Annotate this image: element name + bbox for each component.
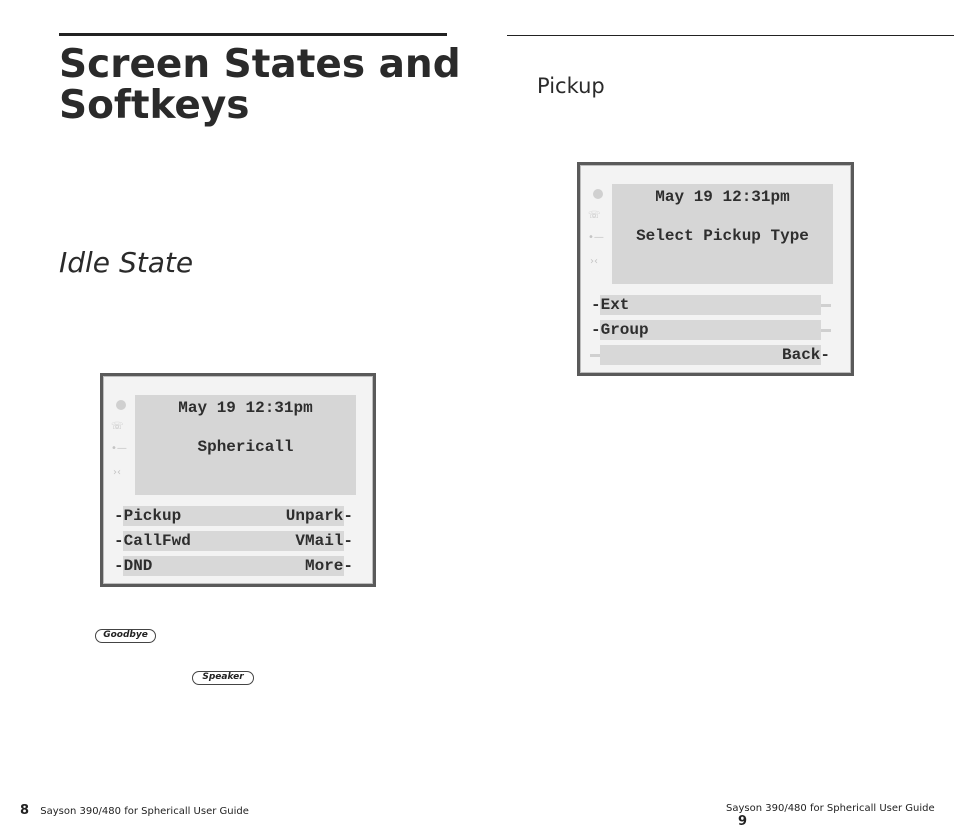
date-time-text: May 19 12:31pm [178, 399, 313, 417]
softkey-right-marker [821, 304, 831, 307]
pickup-display [577, 162, 854, 376]
right-page-number: 9 [738, 814, 748, 829]
softkey-more[interactable]: More- [304, 557, 353, 575]
speaker-key-button[interactable]: Speaker [192, 671, 254, 685]
status-dot-icon [116, 400, 126, 410]
softkey-row-1 [114, 506, 353, 526]
left-page-number: 8 [20, 803, 30, 818]
softkey-row-1 [591, 295, 821, 315]
softkey-back[interactable]: Back- [781, 346, 830, 364]
goodbye-key-button[interactable]: Goodbye [95, 629, 156, 643]
softkey-group[interactable]: -Group [591, 321, 649, 339]
handset-icon: ☏ [111, 421, 124, 432]
mute-icon: ›‹ [590, 256, 598, 267]
softkey-unpark[interactable]: Unpark- [285, 507, 353, 525]
page-title [59, 44, 461, 126]
softkey-vmail[interactable]: VMail- [295, 532, 353, 550]
softkey-left-marker [590, 354, 600, 357]
left-top-rule [59, 33, 447, 36]
softkey-callfwd[interactable]: -CallFwd [114, 532, 191, 550]
softkey-row-3 [114, 556, 353, 576]
pickup-screen [612, 184, 833, 284]
idle-screen [135, 395, 356, 495]
status-dot-icon [593, 189, 603, 199]
softkey-row-3 [600, 345, 830, 365]
handset-icon: ☏ [588, 210, 601, 221]
softkey-right-marker [821, 329, 831, 332]
softkey-ext[interactable]: -Ext [591, 296, 630, 314]
right-top-rule [507, 35, 954, 36]
idle-state-heading: Idle State [59, 246, 194, 279]
softkey-dnd[interactable]: -DND [114, 557, 153, 575]
left-guide-title: Sayson 390/480 for Sphericall User Guide [40, 806, 249, 817]
right-guide-title: Sayson 390/480 for Sphericall User Guide [726, 803, 935, 814]
pickup-heading: Pickup [537, 74, 605, 98]
right-footer [726, 803, 954, 829]
title-line-1: Screen States and [59, 42, 461, 87]
line-key-icon: •— [588, 232, 604, 243]
mute-icon: ›‹ [113, 467, 121, 478]
left-footer [20, 803, 249, 818]
softkey-row-2 [114, 531, 353, 551]
system-name-text: Sphericall [197, 438, 294, 456]
pickup-prompt-text: Select Pickup Type [636, 227, 809, 245]
title-line-2: Softkeys [59, 83, 250, 128]
softkey-row-2 [591, 320, 821, 340]
line-key-icon: •— [111, 443, 127, 454]
softkey-pickup[interactable]: -Pickup [114, 507, 182, 525]
date-time-text: May 19 12:31pm [655, 188, 790, 206]
idle-state-display [100, 373, 376, 587]
